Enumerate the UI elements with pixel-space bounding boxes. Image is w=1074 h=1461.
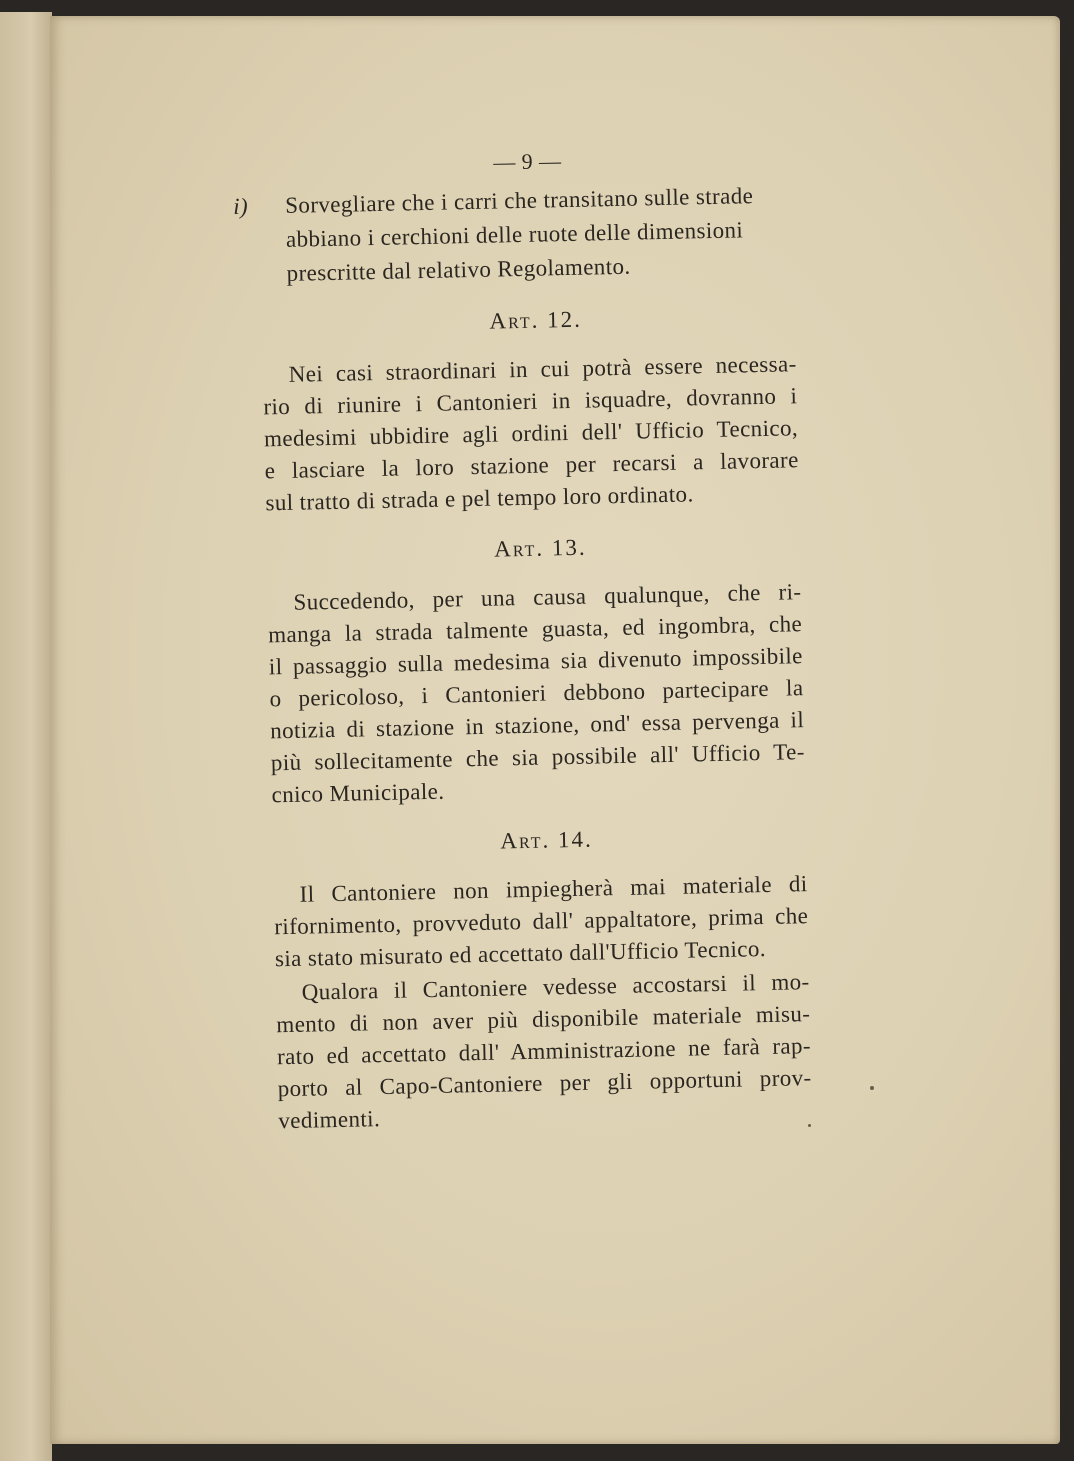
article-13-paragraph	[241, 576, 806, 812]
text-line: il passaggio sulla medesima sia divenuto impossibile	[268, 643, 804, 680]
text-line: notizia di stazione in stazione, ond' essa pervenga il	[269, 707, 805, 744]
page-text	[232, 136, 813, 1138]
list-item-marker: i)	[232, 193, 249, 219]
article-12-paragraph	[236, 348, 799, 520]
text-line: manga la strada talmente guasta, ed ingombra, che	[267, 611, 803, 648]
page-number: — 9 —	[493, 148, 562, 175]
item-line: prescritte dal relativo Regolamento.	[286, 253, 631, 286]
text-line: più sollecitamente che sia possibile all' Ufficio Te-	[270, 739, 806, 776]
text-line: porto al Capo-Cantoniere per gli opportuni prov-	[277, 1065, 812, 1102]
article-heading-13: Art. 13.	[494, 534, 587, 562]
article-14-paragraph-2	[249, 966, 812, 1138]
text-line: rifornimento, provveduto dall' appaltatore, prima che	[274, 903, 809, 940]
article-heading-12: Art. 12.	[489, 306, 583, 334]
text-line: Nei casi straordinari in cui potrà essere necessa-	[288, 351, 797, 387]
text-line: vedimenti.	[278, 1106, 381, 1134]
text-line: sia stato misurato ed accettato dall'Ufficio Tecnico.	[274, 935, 767, 972]
item-line: abbiano i cerchioni delle ruote delle dimensioni	[285, 217, 744, 252]
text-line: rato ed accettato dall' Amministrazione ne farà rap-	[276, 1033, 812, 1070]
article-14-paragraph-1	[247, 868, 809, 976]
text-line: Il Cantoniere non impiegherà mai materiale di	[299, 871, 808, 907]
article-heading-14: Art. 14.	[500, 826, 593, 854]
text-line: e lasciare la loro stazione per recarsi a lavorare	[264, 447, 799, 484]
previous-page-edge	[0, 12, 52, 1461]
text-line: medesimi ubbidire agli ordini dell' Ufficio Tecnico,	[263, 415, 799, 452]
text-line: rio di riunire i Cantonieri in isquadre, dovranno i	[263, 383, 798, 420]
text-line: o pericoloso, i Cantonieri debbono partecipare la	[269, 675, 804, 712]
item-line: Sorvegliare che i carri che transitano sulle strade	[284, 183, 754, 218]
list-item-i	[233, 178, 795, 292]
text-line: mento di non aver più disponibile materiale misu-	[276, 1001, 811, 1038]
text-line: Succedendo, per una causa qualunque, che ri-	[293, 579, 802, 615]
text-line: Qualora il Cantoniere vedesse accostarsi il mo-	[301, 969, 810, 1005]
ink-speck	[870, 1086, 874, 1090]
text-line: sul tratto di strada e pel tempo loro ordinato.	[265, 481, 694, 516]
text-line: cnico Municipale.	[271, 778, 445, 808]
